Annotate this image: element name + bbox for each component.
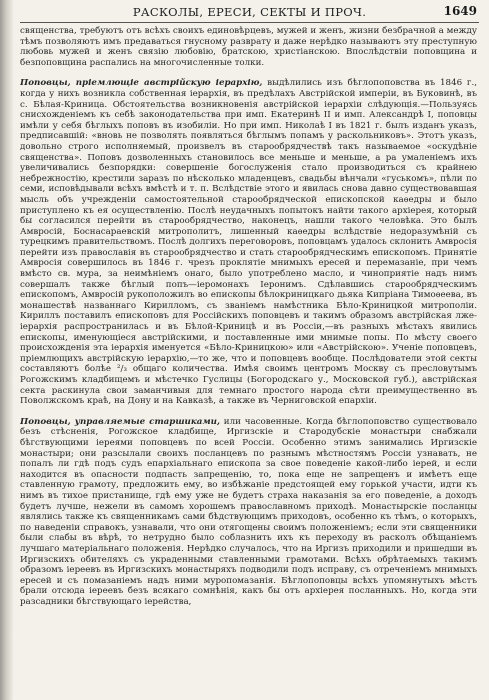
- paragraph-text: священства, требуютъ отъ всѣхъ своихъ единовѣрцевъ, мужей и женъ, жизни безбрачной а между тѣмъ позволяютъ имъ предаваться гнусному разврату и даже нерѣдко называютъ эту преступную любовь мужей и женъ связію любовію, братскою, христіанскою. Впослѣдствіи поповщина и безпоповщина распались на многочисленные толки.: [20, 26, 477, 68]
- page-gutter-shadow: [0, 0, 14, 700]
- paragraph-chapel-priestists: [20, 417, 477, 608]
- paragraph-intro: [20, 26, 477, 68]
- page-number: 1649: [443, 4, 477, 18]
- paragraph-lead-heading: Поповцы, управляемые старшиками,: [20, 416, 220, 427]
- paragraph-austrian-hierarchy: [20, 78, 477, 406]
- page-header: [20, 4, 479, 23]
- paragraph-lead-heading: Поповцы, пріемлющіе австрійскую іерархію,: [20, 78, 263, 89]
- body-text: [20, 26, 477, 696]
- paragraph-text: выдѣлились изъ бѣглопоповства въ 1846 г., когда у нихъ возникла собственная іерархія, въ предѣлахъ Австрійской имперіи, въ Буковинѣ, въ с. Бѣлая-Криница. Обстоятельства возникновенія австрійской іерархіи слѣдующія.—Пользуясь снисхожденіемъ къ себѣ законодательства при имп. Екатеринѣ II и имп. Александрѣ I, поповцы имѣли у себя бѣглыхъ поповъ въ изобиліи. Но при имп. Николаѣ I въ 1821 г. былъ изданъ указъ, предписавшій: «вновь не позволять появляться бѣглымъ попамъ у раскольниковъ». Этотъ указъ, довольно строго исполняемый, произвелъ въ старообрядчествѣ такъ называемое «оскудѣніе священства». Поповъ дозволенныхъ становилось все меньше и меньше, а ра умаленіемъ ихъ увеличивались безпорядки: совершеніе богослуженія стало производиться съ крайнею небрежностію, крестили заразъ по нѣсколько младенцевъ, свадьбы вѣнчали «гуськомъ», пѣли по семи, исповѣдывали всѣхъ вмѣстѣ и т. п. Вслѣдствіе этого и явилась снова давно существовавшая мысль объ учрежденіи самостоятельной старообрядческой епископской каѳедры и было приступлено къ ея осуществленію. Послѣ неудачныхъ попытокъ найти такого архіерея, который бы согласился перейти въ старообрядчество, наконецъ, нашли такого человѣка. Это былъ Амвросій, Боснасараевскій митрополитъ, лишенный каѳедры вслѣдствіе недоразумѣній съ турецкимъ правительствомъ. Послѣ долгихъ переговоровъ, поповцамъ удалось склонить Амвросія перейти изъ православія въ старообрядчество и стать старообрядческимъ епископомъ. Принятіе Амвросія совершилось въ 1846 г. чрезъ проклятіе мнимыхъ ересей и перемазаніе, при чемъ вмѣсто св. мура, за неимѣніемъ онаго, было употреблено масло, и чиноприятіе надъ нимъ совершалъ также бѣглый попъ—іеромонахъ Іеронимъ. Сдѣлавшись старообрядческимъ епископомъ, Амвросій рукоположилъ во епископы бѣлокриницкаго дьяка Кипріана Тимоѳеева, въ монашествѣ названнаго Кирилломъ, съ званіемъ намѣстника Бѣло-Криницкой митрополіи. Кириллъ поставилъ епископовъ для Россійскихъ поповцевъ и такимъ образомъ австрійская лже-іерархія распространилась и въ Бѣлой-Криницѣ и въ Россіи,—въ разныхъ мѣстахъ явились епископы, именующіеся австрійскими, и поставленные ими мнимые попы. По мѣсту своего происхожденія эта іерархія именуется «Бѣло-Криницкою» или «Австрійскою». Ученіе поповцевъ, пріемлющихъ австрійскую іерархію,—то же, что и поповцевъ вообще. Послѣдователи этой секты составляютъ болѣе ²/₃ общаго количества. Имѣя своимъ центромъ Москву съ пресловутымъ Рогожскимъ кладбищемъ и мѣстечко Гуслицы (Богородскаго у., Московской губ.), австрійская секта раскинула свои заманчивыя для темнаго простого народа сѣти преимущественно въ Поволжскомъ краѣ, на Дону и на Кавказѣ, а также въ Черниговской епархіи.: [20, 78, 477, 407]
- paragraph-text: или часовенные. Когда бѣглопоповство существовало безъ стѣсненія, Рогожское кладбище, Иргизскіе и Стародубскіе монастыри снабжали бѣгствующими іереями поповцевъ по всей Россіи. Особенно этимъ занимались Иргизскіе монастыри; они разсылали своихъ посланцевъ по разнымъ мѣстностямъ Россіи узнавать, не попалъ ли гдѣ подъ судъ епархіальнаго епископа за свое поведеніе какой-либо іерей, и если находится въ опасности подпасть запрещенію, то, пока еще не запрещенъ и имѣетъ еще ставленную грамоту, предложить ему, во избѣжаніе предстоящей ему горькой участи, идти къ нимъ въ тихое пристанище, гдѣ ему уже не будетъ страха наказанія за его поведеніе, а доходъ будетъ лучше, нежели въ самомъ хорошемъ православномъ приходѣ. Монастырскіе посланцы являлись также къ священникамъ сами бѣдствующимъ приходовъ, особенно къ тѣмъ, о которыхъ, по наведеніи справокъ, узнавали, что они отягощены своимъ положеніемъ; если эти священники были слабы въ вѣрѣ, то нетрудно было соблазнить ихъ къ переходу въ расколъ обѣщаніемъ лучшаго матеріальнаго положенія. Нерѣдко случалось, что на Иргизъ приходили и пришедши въ Иргизскихъ обителяхъ съ украденными ставленными грамотами. Всѣхъ обрѣтаемыхъ такимъ образомъ іереевъ въ Иргизскихъ монастыряхъ подводили подъ исправу, съ отреченіемъ мнимыхъ ересей и съ помазаніемъ надъ ними муропомазанія. Бѣглопоповцы всѣхъ упомянутыхъ мѣстъ брали отсюда іереевъ безъ всякаго сомнѣнія, какъ бы отъ архіерея посланныхъ. Но, когда эти разсадники бѣгствующаго іерейства,: [20, 416, 477, 607]
- running-head: РАСКОЛЫ, ЕРЕСИ, СЕКТЫ И ПРОЧ.: [132, 5, 367, 19]
